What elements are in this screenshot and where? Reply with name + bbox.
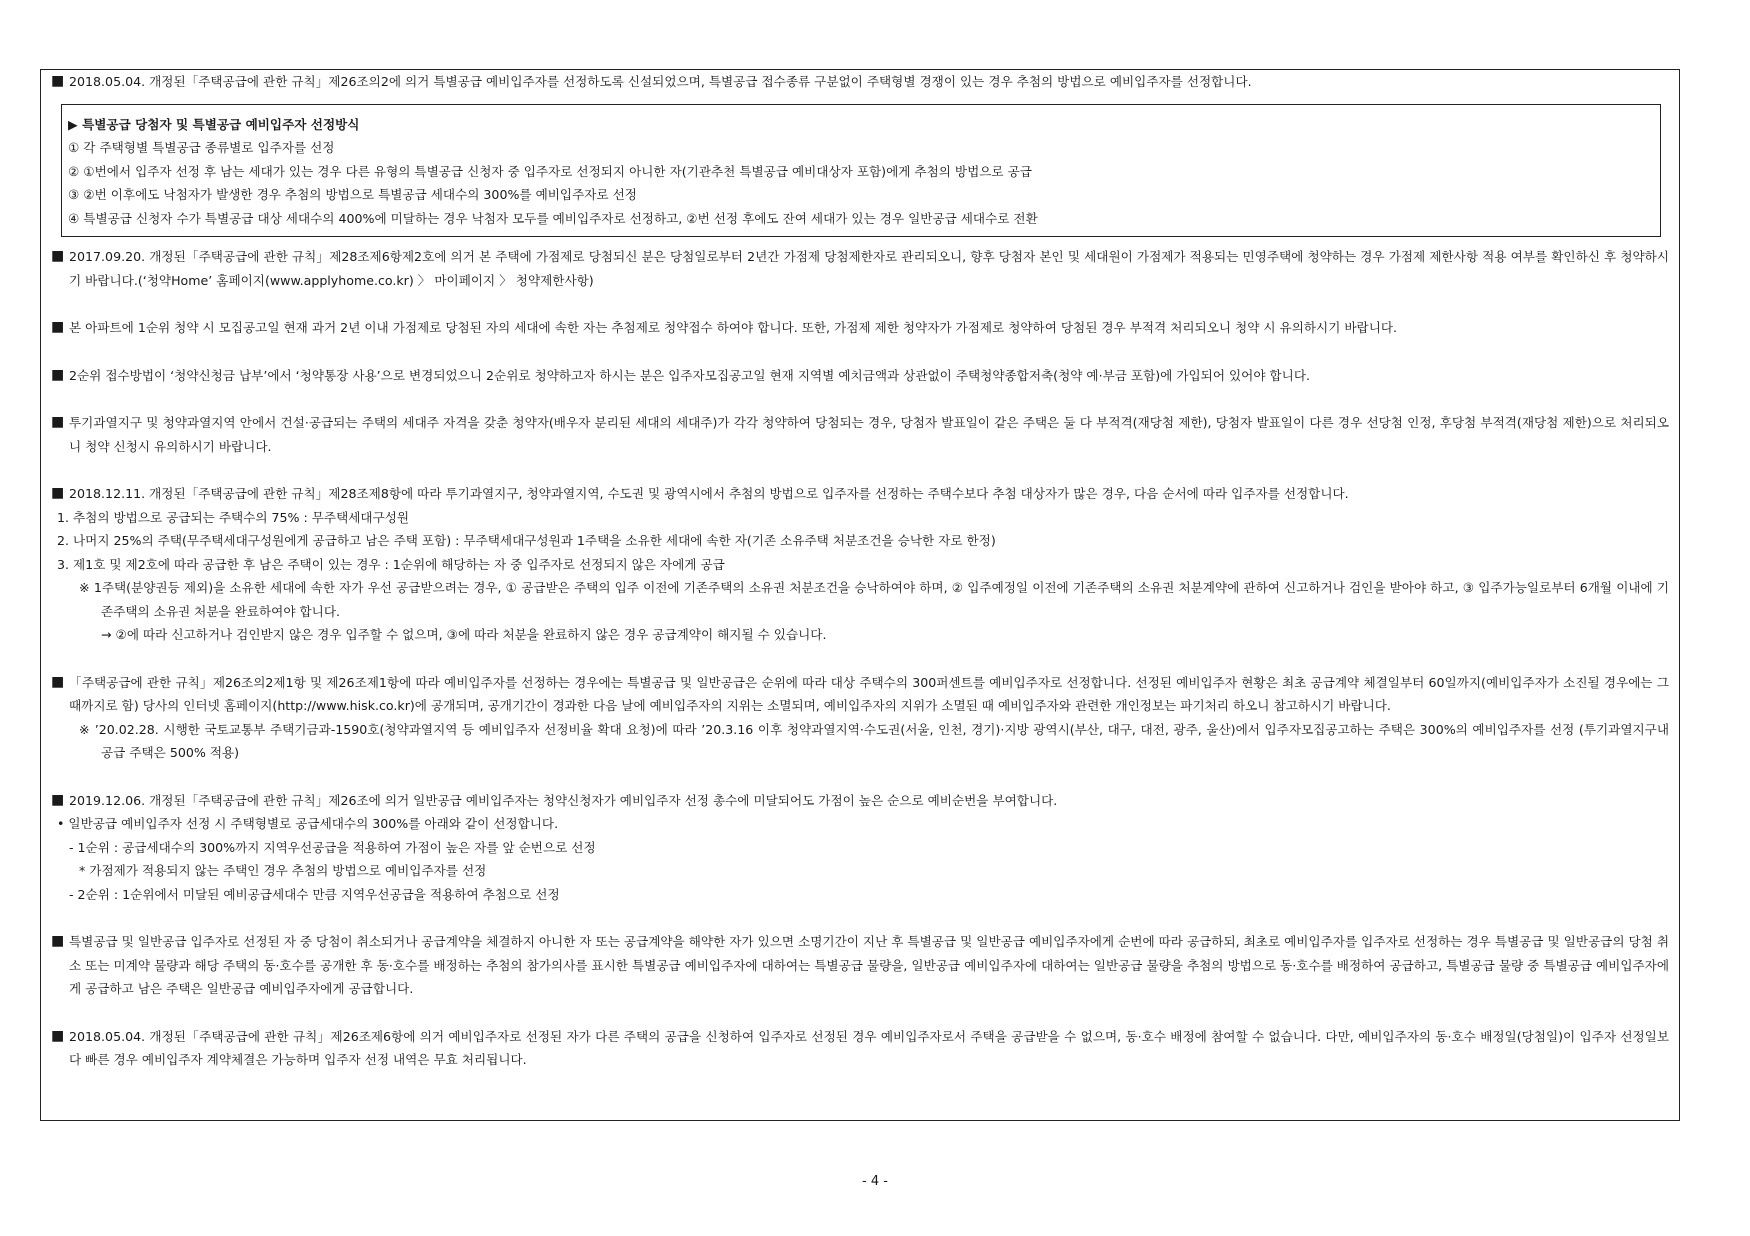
section-text: 2018.05.04. 개정된「주택공급에 관한 규칙」제26조제6항에 의거 예비입주자로 선정된 자가 다른 주택의 공급을 신청하여 입주자로 선정된 경우 예비입주자로서 주택을 공급받을 수 없으며, 동·호수 배정에 참여할 수 없습니다. 다만, 예비입주자의 동·호수 배정일(당첨일)이 입주자 선정일보다 빠른 경우 예비입주자 계약체결은 가능하며 입주자 선정 내역은 무효 처리됩니다. <box>69 1028 1669 1067</box>
box-item: ④ 특별공급 신청자 수가 특별공급 대상 세대수의 400%에 미달하는 경우 낙첨자 모두를 예비입주자로 선정하고, ②번 선정 후에도 잔여 세대가 있는 경우 일반공급 세대수로 전환 <box>68 210 1038 226</box>
section-reserve-disclosure <box>51 671 1669 718</box>
section-text: 특별공급 및 일반공급 입주자로 선정된 자 중 당첨이 취소되거나 공급계약을 체결하지 아니한 자 또는 공급계약을 해약한 자가 있으면 소명기간이 지난 후 특별공급 및 일반공급 예비입주자에게 순번에 따라 공급하되, 최초로 예비입주자를 입주자로 선정하는 경우 특별공급 및 일반공급의 당첨 취소 또는 미계약 물량과 해당 주택의 동·호수를 공개한 후 동·호수를 배정하는 추첨의 참가의사를 표시한 특별공급 예비입주자에 대하여는 특별공급 물량을, 일반공급 예비입주자에 대하여는 일반공급 물량을 추첨의 방법으로 동·호수를 배정하여 공급하고, 특별공급 물량 중 특별공급 예비입주자에게 공급하고 남은 주택은 일반공급 예비입주자에게 공급합니다. <box>69 934 1669 996</box>
notice-frame <box>40 69 1680 1121</box>
box-heading: ▶ 특별공급 당첨자 및 특별공급 예비입주자 선정방식 <box>68 116 360 132</box>
arrow-note: → ②에 따라 신고하거나 검인받지 않은 경우 입주할 수 없으며, ③에 따라 처분을 완료하지 않은 경우 공급계약이 해지될 수 있습니다. <box>101 627 827 642</box>
box-item: ② ①번에서 입주자 선정 후 남는 세대가 있는 경우 다른 유형의 특별공급 신청자 중 입주자로 선정되지 아니한 자(기관추천 특별공급 예비대상자 포함)에게 추첨의 방법으로 공급 <box>68 163 1032 179</box>
square-bullet-icon: ■ <box>51 485 65 501</box>
square-bullet-icon: ■ <box>51 248 65 264</box>
section-text: 2018.05.04. 개정된「주택공급에 관한 규칙」제26조의2에 의거 특별공급 예비입주자를 선정하도록 신설되었으며, 특별공급 접수종류 구분없이 주택형별 경쟁이 있는 경우 추첨의 방법으로 예비입주자를 선정합니다. <box>69 74 1252 89</box>
section-lottery-order <box>51 482 1669 506</box>
section-first-rank <box>51 316 1669 340</box>
section-general-reserve <box>51 789 1669 813</box>
section-text: 본 아파트에 1순위 청약 시 모집공고일 현재 과거 2년 이내 가점제로 당첨된 자의 세대에 속한 자는 추첨제로 청약접수 하여야 합니다. 또한, 가점제 제한 청약자가 가점제로 청약하여 당첨된 경우 부적격 처리되오니 청약 시 유의하시기 바랍니다. <box>69 320 1398 335</box>
section-cancellation-supply <box>51 930 1669 1001</box>
section-text: 투기과열지구 및 청약과열지역 안에서 건설·공급되는 주택의 세대주 자격을 갖춘 청약자(배우자 분리된 세대의 세대주)가 각각 청약하여 당첨되는 경우, 당첨자 발표일이 같은 주택은 둘 다 부적격(재당첨 제한), 당첨자 발표일이 다른 경우 선당첨 인정, 후당첨 부적격(재당첨 제한)으로 처리되오니 청약 신청시 유의하시기 바랍니다. <box>69 415 1669 454</box>
section-text: 「주택공급에 관한 규칙」제26조의2제1항 및 제26조제1항에 따라 예비입주자를 선정하는 경우에는 특별공급 및 일반공급은 순위에 따라 대상 주택수의 300퍼센트를 예비입주자로 선정합니다. 선정된 예비입주자 현황은 최초 공급계약 체결일부터 60일까지(예비입주자가 소진될 경우에는 그 때까지로 함) 당사의 인터넷 홈페이지(http://www.hisk.co.kr)에 공개되며, 공개기간이 경과한 다음 날에 예비입주자의 지위는 소멸되며, 예비입주자의 지위가 소멸된 때 예비입주자와 관련한 개인정보는 파기처리 하오니 참고하시기 바랍니다. <box>69 674 1669 713</box>
section-text: 2순위 접수방법이 ‘청약신청금 납부’에서 ‘청약통장 사용’으로 변경되었으니 2순위로 청약하고자 하시는 분은 입주자모집공고일 현재 지역별 예치금액과 상관없이 주택청약종합저축(청약 예·부금 포함)에 가입되어 있어야 합니다. <box>69 367 1311 383</box>
square-bullet-icon: ■ <box>51 319 65 335</box>
square-bullet-icon: ■ <box>51 933 65 949</box>
square-bullet-icon: ■ <box>51 673 65 690</box>
square-bullet-icon: ■ <box>51 73 65 89</box>
note-text: ※ ’20.02.28. 시행한 국토교통부 주택기금과-1590호(청약과열지역 등 예비입주자 선정비율 확대 요청)에 따라 ’20.3.16 이후 청약과열지역·수도권(서울, 인천, 경기)·지방 광역시(부산, 대구, 대전, 광주, 울산)에서 입주자모집공고하는 주택은 300%의 예비입주자를 선정 (투기과열지구내 공급 주택은 500% 적용) <box>79 721 1669 760</box>
section-overheated-zone <box>51 411 1669 458</box>
square-bullet-icon: ■ <box>51 1027 65 1044</box>
list-item: 3. 제1호 및 제2호에 따라 공급한 후 남은 주택이 있는 경우 : 1순위에 해당하는 자 중 입주자로 선정되지 않은 자에게 공급 <box>57 556 725 572</box>
page-number: - 4 - <box>862 1174 888 1189</box>
section-special-supply-reserve <box>51 70 1669 94</box>
selection-method-box <box>61 104 1661 238</box>
dot-item: • 일반공급 예비입주자 선정 시 주택형별로 공급세대수의 300%를 아래와 같이 선정합니다. <box>57 816 559 831</box>
square-bullet-icon: ■ <box>51 791 65 808</box>
rank-item: - 2순위 : 1순위에서 미달된 예비공급세대수 만큼 지역우선공급을 적용하여 추첨으로 선정 <box>69 886 560 902</box>
rank-item: - 1순위 : 공급세대수의 300%까지 지역우선공급을 적용하여 가점이 높은 자를 앞 순번으로 선정 <box>69 839 596 855</box>
section-reserve-restriction <box>51 1025 1669 1072</box>
rank-note: * 가점제가 적용되지 않는 주택인 경우 추첨의 방법으로 예비입주자를 선정 <box>79 863 487 878</box>
section-text: 2017.09.20. 개정된「주택공급에 관한 규칙」제28조제6항제2호에 의거 본 주택에 가점제로 당첨되신 분은 당첨일로부터 2년간 가점제 당첨제한자로 관리되오니, 향후 당첨자 본인 및 세대원이 가점제가 적용되는 민영주택에 청약하는 경우 가점제 제한사항 적용 여부를 확인하신 후 청약하시기 바랍니다.(‘청약Home’ 홈페이지(www.applyhome.co.kr) 〉 마이페이지 〉 청약제한사항) <box>69 249 1669 288</box>
list-item: 1. 추첨의 방법으로 공급되는 주택수의 75% : 무주택세대구성원 <box>57 509 410 525</box>
square-bullet-icon: ■ <box>51 366 65 383</box>
box-item: ① 각 주택형별 특별공급 종류별로 입주자를 선정 <box>68 140 335 155</box>
section-text: 2019.12.06. 개정된「주택공급에 관한 규칙」제26조에 의거 일반공급 예비입주자는 청약신청자가 예비입주자 선정 총수에 미달되어도 가점이 높은 순으로 예비순번을 부여합니다. <box>69 792 1058 808</box>
section-second-rank <box>51 364 1669 388</box>
note-text: ※ 1주택(분양권등 제외)을 소유한 세대에 속한 자가 우선 공급받으려는 경우, ① 공급받은 주택의 입주 이전에 기존주택의 소유권 처분조건을 승낙하여야 하며, ② 입주예정일 이전에 기존주택의 소유권 처분계약에 관하여 신고하거나 검인을 받아야 하고, ③ 입주가능일로부터 6개월 이내에 기존주택의 소유권 처분을 완료하여야 합니다. <box>79 580 1670 619</box>
list-item: 2. 나머지 25%의 주택(무주택세대구성원에게 공급하고 남은 주택 포함) : 무주택세대구성원과 1주택을 소유한 세대에 속한 자(기존 소유주택 처분조건을 승낙한 자로 한정) <box>57 533 996 548</box>
square-bullet-icon: ■ <box>51 414 65 430</box>
section-point-limit <box>51 245 1669 292</box>
box-item: ③ ②번 이후에도 낙첨자가 발생한 경우 추첨의 방법으로 특별공급 세대수의 300%를 예비입주자로 선정 <box>68 187 637 202</box>
section-text: 2018.12.11. 개정된「주택공급에 관한 규칙」제28조제8항에 따라 투기과열지구, 청약과열지역, 수도권 및 광역시에서 추첨의 방법으로 입주자를 선정하는 주택수보다 추첨 대상자가 많은 경우, 다음 순서에 따라 입주자를 선정합니다. <box>69 486 1349 501</box>
